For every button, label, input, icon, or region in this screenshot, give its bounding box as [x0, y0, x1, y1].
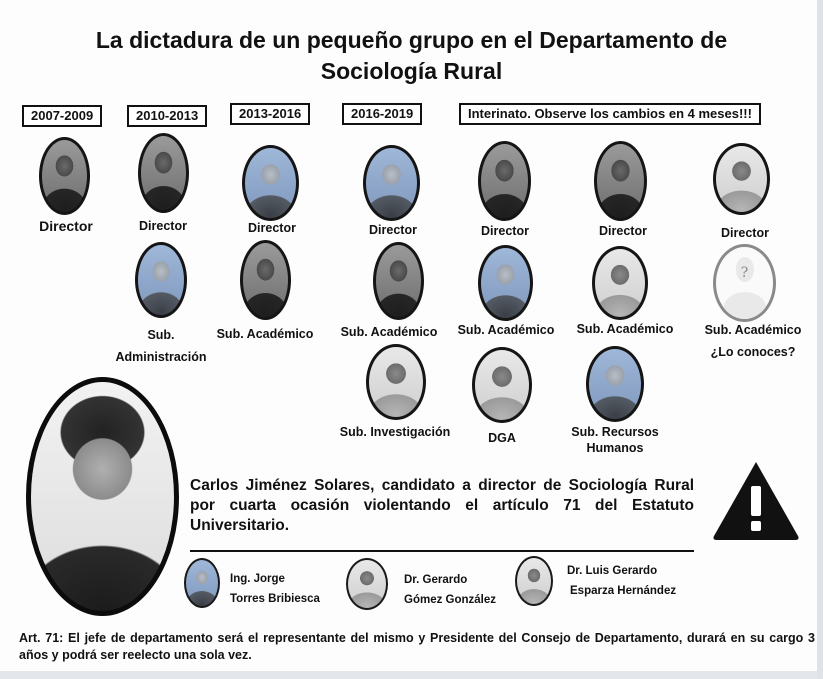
candidate-name-line: Gómez González	[404, 594, 497, 606]
portrait-director-2007	[39, 137, 90, 215]
portrait-sub-administracion	[135, 242, 187, 318]
article-71-text: Art. 71: El jefe de departamento será el representante del mismo y Presidente del Consejo de Departamento, durará en su cargo 3 años y podrá ser reelecto una sola vez.	[19, 631, 815, 662]
unknown-person-silhouette-icon	[713, 244, 776, 322]
portrait-jorge-torres	[184, 558, 220, 608]
role-sub-administracion: Sub. Administración	[115, 328, 207, 364]
bottom-frame	[0, 671, 817, 679]
portrait-luis-esparza	[515, 556, 553, 606]
candidate-name-line: Esparza Hernández	[570, 585, 677, 597]
portrait-sub-recursos-humanos	[586, 346, 644, 422]
role-director: Director	[481, 224, 529, 238]
divider	[190, 550, 694, 552]
poster-title-line-2: Sociología Rural	[320, 58, 503, 84]
portrait-director-2013	[242, 145, 299, 221]
period-2010-2013: 2010-2013	[127, 105, 207, 127]
role-director: Director	[39, 218, 93, 234]
role-sub-academico: Sub. Académico	[576, 322, 674, 336]
portrait-director-interinato-1	[478, 141, 531, 221]
role-director: Director	[139, 219, 187, 233]
portrait-sub-academico-2013	[240, 240, 291, 320]
period-interinato: Interinato. Observe los cambios en 4 meses!!!	[459, 103, 761, 125]
period-2013-2016: 2013-2016	[230, 103, 310, 125]
role-sub-academico: Sub. Académico	[340, 325, 438, 339]
candidate-name-line: Ing. Jorge	[230, 573, 285, 585]
portrait-sub-academico-interinato-1	[478, 245, 533, 321]
portrait-sub-investigacion	[366, 344, 426, 420]
role-sub-recursos-humanos: Sub. Recursos Humanos	[571, 425, 659, 455]
candidate-name-line: Torres Bribiesca	[230, 593, 320, 605]
portrait-sub-academico-interinato-2	[592, 246, 648, 320]
role-director: Director	[599, 224, 647, 238]
role-director: Director	[369, 223, 417, 237]
role-director: Director	[248, 221, 296, 235]
warning-triangle-icon	[710, 458, 802, 542]
lo-conoces-text: ¿Lo conoces?	[710, 345, 796, 359]
portrait-director-interinato-2	[594, 141, 647, 221]
portrait-director-interinato-3	[713, 143, 770, 215]
poster-title-line-1: La dictadura de un pequeño grupo en el Departamento de	[95, 27, 728, 53]
portrait-gerardo-gomez	[346, 558, 388, 610]
portrait-director-2016	[363, 145, 420, 221]
role-sub-investigacion: Sub. Investigación	[339, 425, 451, 439]
period-2007-2009: 2007-2009	[22, 105, 102, 127]
period-2016-2019: 2016-2019	[342, 103, 422, 125]
role-dga: DGA	[488, 431, 516, 445]
role-sub-academico: Sub. Académico	[216, 327, 314, 341]
portrait-director-2010	[138, 133, 189, 213]
role-sub-academico: Sub. Académico	[704, 323, 802, 337]
role-director: Director	[721, 226, 769, 240]
candidate-portrait	[26, 377, 179, 616]
portrait-sub-academico-2016	[373, 242, 424, 320]
role-sub-academico: Sub. Académico	[457, 323, 555, 337]
candidate-description: Carlos Jiménez Solares, candidato a director de Sociología Rural por cuarta ocasión violentando el artículo 71 del Estatuto Universitario.	[190, 477, 694, 534]
portrait-dga	[472, 347, 532, 423]
candidate-name-line: Dr. Gerardo	[404, 574, 468, 586]
candidate-name-line: Dr. Luis Gerardo	[567, 565, 658, 577]
question-mark: ?	[740, 265, 749, 281]
